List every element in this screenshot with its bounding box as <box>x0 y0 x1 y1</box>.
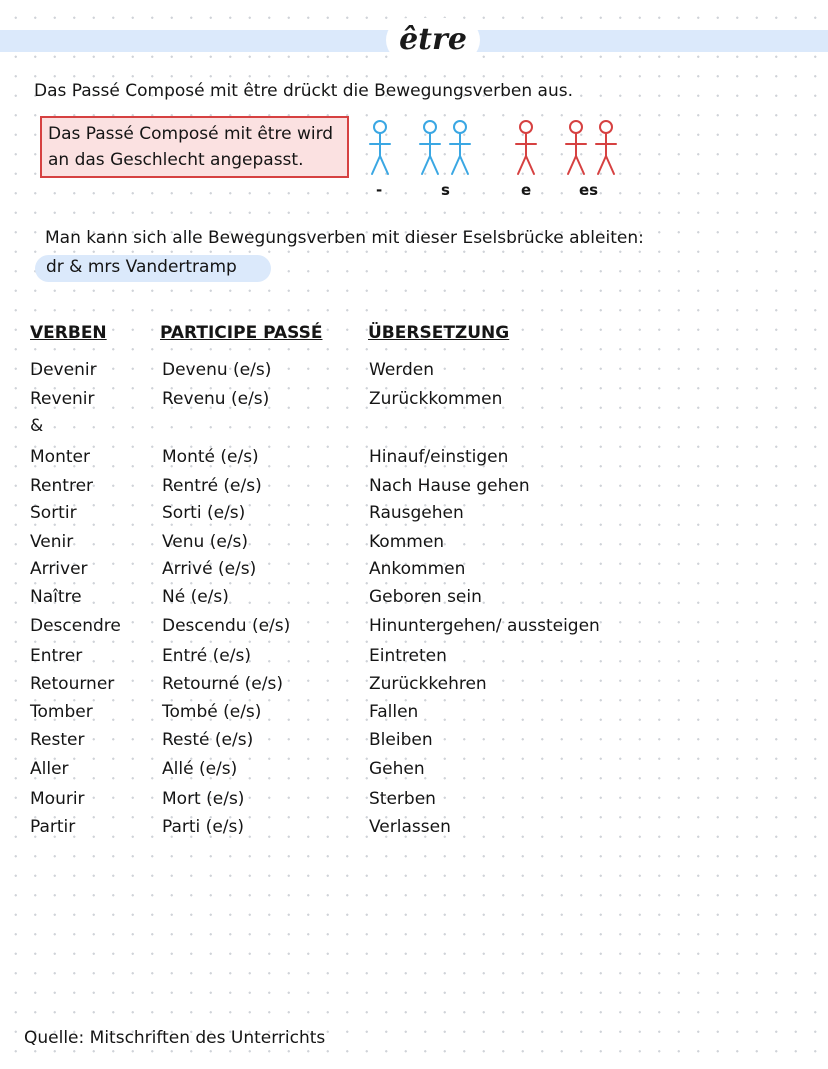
mnemonic-text: dr & mrs Vandertramp <box>46 257 237 277</box>
table-cell-verb: Retourner <box>30 674 115 694</box>
table-cell-participe: Devenu (e/s) <box>162 360 272 380</box>
table-cell-uebersetzung: Zurückkehren <box>369 674 487 694</box>
table-cell-uebersetzung: Kommen <box>369 532 445 552</box>
header-uebersetzung: ÜBERSETZUNG <box>368 323 510 343</box>
table-cell-participe: Retourné (e/s) <box>162 674 283 694</box>
figure-feminine-singular <box>516 121 536 174</box>
figure-feminine-plural <box>566 121 616 174</box>
table-cell-verb: Venir <box>30 532 74 552</box>
table-cell-verb: Arriver <box>30 559 88 579</box>
table-cell-verb: Partir <box>30 817 76 837</box>
table-cell-uebersetzung: Fallen <box>369 702 419 722</box>
table-cell-participe: Rentré (e/s) <box>162 476 262 496</box>
table-cell-uebersetzung: Hinuntergehen/ aussteigen <box>369 616 600 636</box>
table-cell-participe: Sorti (e/s) <box>162 503 246 523</box>
table-cell-verb: Tomber <box>30 702 93 722</box>
table-cell-uebersetzung: Zurückkommen <box>369 389 503 409</box>
table-cell-uebersetzung: Rausgehen <box>369 503 464 523</box>
table-cell-verb: Rentrer <box>30 476 94 496</box>
table-cell-participe: Revenu (e/s) <box>162 389 270 409</box>
rule-line-2: an das Geschlecht angepasst. <box>48 150 304 170</box>
rule-line-1: Das Passé Composé mit être wird <box>48 124 334 144</box>
table-cell-uebersetzung: Gehen <box>369 759 425 779</box>
table-cell-uebersetzung: Sterben <box>369 789 436 809</box>
table-cell-uebersetzung: Bleiben <box>369 730 433 750</box>
figure-masculine-singular <box>370 121 390 174</box>
table-cell-uebersetzung: Nach Hause gehen <box>369 476 530 496</box>
table-cell-verb: Sortir <box>30 503 77 523</box>
eselsbruecke-intro: Man kann sich alle Bewegungsverben mit dieser Eselsbrücke ableiten: <box>45 228 644 248</box>
table-cell-verb: Descendre <box>30 616 121 636</box>
table-cell-uebersetzung: Hinauf/einstigen <box>369 447 509 467</box>
table-cell-participe: Né (e/s) <box>162 587 229 607</box>
table-cell-verb: Monter <box>30 447 90 467</box>
figure-masculine-plural <box>420 121 470 174</box>
table-cell-verb: Entrer <box>30 646 83 666</box>
table-cell-verb: Aller <box>30 759 69 779</box>
ending-fem-sing: e <box>521 181 532 199</box>
table-cell-participe: Resté (e/s) <box>162 730 254 750</box>
gender-figures <box>364 118 624 180</box>
ending-masc-plural: s <box>441 181 450 199</box>
table-cell-participe: Allé (e/s) <box>162 759 238 779</box>
table-cell-participe: Entré (e/s) <box>162 646 251 666</box>
table-cell-participe: Monté (e/s) <box>162 447 259 467</box>
table-cell-uebersetzung: Geboren sein <box>369 587 482 607</box>
intro-text: Das Passé Composé mit être drückt die Bewegungsverben aus. <box>34 81 574 101</box>
header-participe: PARTICIPE PASSÉ <box>160 323 323 343</box>
table-cell-participe: Mort (e/s) <box>162 789 245 809</box>
table-cell-verb: Naître <box>30 587 82 607</box>
table-cell-participe: Descendu (e/s) <box>162 616 291 636</box>
table-cell-participe: Arrivé (e/s) <box>162 559 257 579</box>
ending-fem-plural: es <box>579 181 599 199</box>
table-cell-verb: & <box>30 416 44 436</box>
table-cell-uebersetzung: Verlassen <box>369 817 451 837</box>
table-cell-uebersetzung: Ankommen <box>369 559 466 579</box>
table-cell-verb: Devenir <box>30 360 97 380</box>
table-cell-participe: Tombé (e/s) <box>162 702 262 722</box>
table-cell-verb: Mourir <box>30 789 85 809</box>
rule-box <box>40 116 349 178</box>
table-cell-uebersetzung: Werden <box>369 360 434 380</box>
ending-masc-sing: - <box>376 181 383 199</box>
table-cell-verb: Revenir <box>30 389 95 409</box>
table-cell-uebersetzung: Eintreten <box>369 646 447 666</box>
table-cell-participe: Venu (e/s) <box>162 532 249 552</box>
table-cell-verb: Rester <box>30 730 85 750</box>
header-verben: VERBEN <box>30 323 107 343</box>
source-note: Quelle: Mitschriften des Unterrichts <box>24 1028 326 1048</box>
page-title: être <box>399 22 467 57</box>
table-cell-participe: Parti (e/s) <box>162 817 244 837</box>
